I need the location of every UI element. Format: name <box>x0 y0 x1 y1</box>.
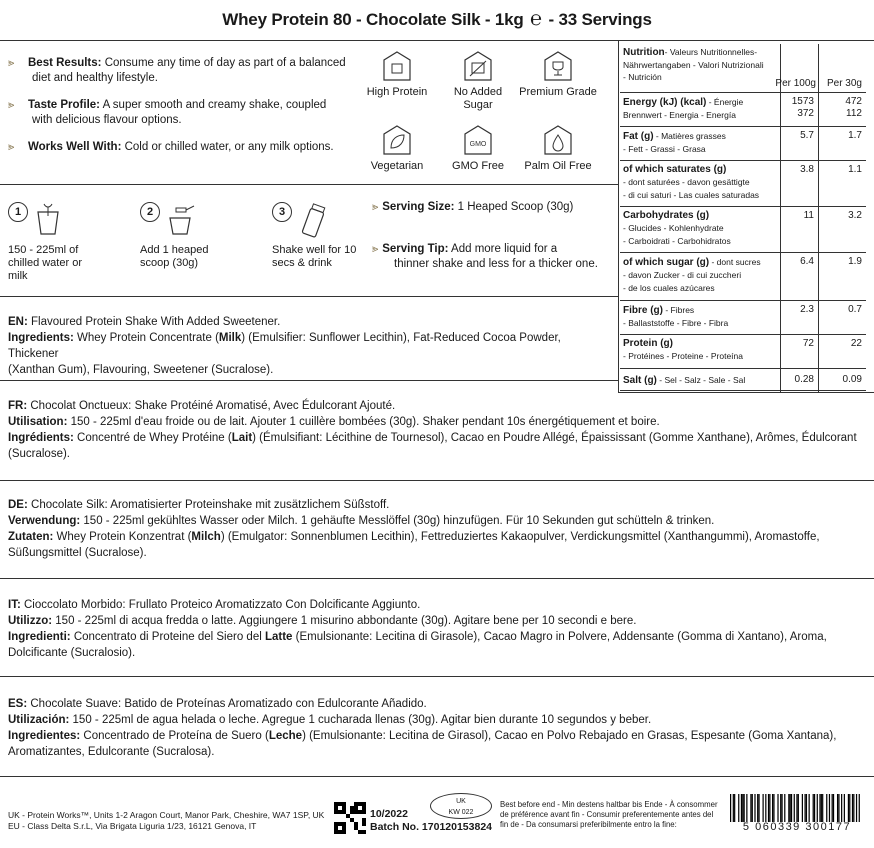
manufacturer-address: UK - Protein Works™, Units 1-2 Aragon Court, Manor Park, Cheshire, WA7 1SP, UK EU - Class Delta S.r.L, Via Brigata Liguria 1/23, 16121 Genova, IT <box>8 810 325 831</box>
serving-tip: ⪢ Serving Tip: Add more liquid for a thinner shake and less for a thicker one. <box>372 243 598 270</box>
nutrition-row-rule <box>620 300 866 301</box>
feature-palm-oil-free: Palm Oil Free <box>508 124 608 173</box>
nutrition-row-energy: Energy (kJ) (kcal) - Énergie Brennwert - Energia - Energía 1573 372 472 112 <box>623 96 862 120</box>
estimated-sign: ℮ <box>530 6 542 30</box>
section-rule <box>0 480 874 481</box>
svg-text:GMO: GMO <box>469 141 487 148</box>
double-chevron-icon: ⪢ <box>372 243 379 255</box>
lang-section-de: DE: Chocolate Silk: Aromatisierter Proteinshake mit zusätzlichem Süßstoff. Verwendung: 150 - 225ml gekühltes Wasser oder Milch. 1 gehäufte Messlöffel (30g) hinzufügen. Für 10 Sekunden gut schütteln & trinken. Zutaten: Whey Protein Konzentrat (Milch) (Emulgator: Sonnenblumen Lecithin), Fettreduziertes Kakaopulver, Verdickungsmittel (Xanthangummi), Aromastoffe, Süßungsmittel (Sucralose). <box>8 499 820 559</box>
feature-high-protein: High Protein <box>347 50 447 99</box>
nutrition-left-rule <box>618 40 619 392</box>
no-added-sugar-icon <box>463 50 493 82</box>
qr-code <box>334 802 366 834</box>
nutrition-table <box>620 44 866 392</box>
nutrition-row-rule <box>620 92 866 93</box>
bullet-taste-profile: ⪢ Taste Profile: A super smooth and creamy shake, coupled with delicious flavour options. <box>8 99 327 126</box>
section-rule <box>0 380 618 381</box>
section-rule <box>618 392 874 393</box>
bullet-best-results: ⪢ Best Results: Consume any time of day as part of a balanced diet and healthy lifestyle. <box>8 57 346 84</box>
nutrition-row-rule <box>620 334 866 335</box>
section-rule <box>0 578 874 579</box>
high-protein-icon <box>382 50 412 82</box>
double-chevron-icon: ⪢ <box>8 99 15 111</box>
palm-oil-free-icon <box>543 124 573 156</box>
water-glass-icon <box>32 202 64 236</box>
bullet-works-well-with: ⪢ Works Well With: Cold or chilled water, or any milk options. <box>8 141 334 153</box>
best-before-text: Best before end - Min destens haltbar bis Ende - À consommer de préférence avant fin - Consumir preferentemente antes del fin de - Da consumarsi preferibilmente entro la fine: <box>500 800 718 829</box>
step-number: 1 <box>8 202 28 222</box>
nutrition-row-protein: Protein (g) - Protéines - Proteine - Proteína 72 22 <box>623 338 862 361</box>
gmo-free-icon <box>463 124 493 156</box>
barcode-number: 5 060339 300177 <box>730 822 864 833</box>
col-per-30g: Per 30g <box>826 78 862 89</box>
serving-size: ⪢ Serving Size: 1 Heaped Scoop (30g) <box>372 201 574 213</box>
double-chevron-icon: ⪢ <box>8 57 15 69</box>
step-number: 2 <box>140 202 160 222</box>
nutrition-row-salt: Salt (g) - Sel - Salz - Sale - Sal 0.28 0.09 <box>623 374 862 386</box>
nutrition-row-fibre: Fibre (g) - Fibres - Ballaststoffe - Fibre - Fibra 2.3 0.7 <box>623 304 862 328</box>
nutrition-row-rule <box>620 206 866 207</box>
nutrition-row-carbohydrates: Carbohydrates (g) - Glucides - Kohlenhydrate - Carboidrati - Carbohidratos 11 3.2 <box>623 210 862 246</box>
double-chevron-icon: ⪢ <box>372 201 379 213</box>
product-title: Whey Protein 80 - Chocolate Silk - 1kg ℮ - 33 Servings <box>222 6 652 30</box>
nutrition-row-rule <box>620 252 866 253</box>
nutrition-row-saturates: of which saturates (g) - dont saturées - davon gesättigte - di cui saturi - Las cuales saturadas 3.8 1.1 <box>623 164 862 200</box>
premium-grade-icon <box>543 50 573 82</box>
lang-section-it: IT: Cioccolato Morbido: Frullato Proteico Aromatizzato Con Dolcificante Aggiunto. Utilizzo: 150 - 225ml di acqua fredda o latte. Aggiungere 1 misurino abbondante (30g). Agitare bene per 10 secondi e bere. Ingredienti: Concentrato di Proteine del Siero del Latte (Emulsionante: Lecitina di Girasole), Cacao Magro in Polvere, Addensante (Gomma di Xantano), Aroma, Dolcificante (Sucralosio). <box>8 599 827 659</box>
step-1: 1 150 - 225ml of chilled water or milk <box>8 202 128 292</box>
section-rule <box>0 676 874 677</box>
nutrition-row-rule <box>620 368 866 369</box>
uk-approval-mark: UK KW 022 <box>430 793 492 819</box>
step-number: 3 <box>272 202 292 222</box>
nutrition-bottom-rule <box>620 390 866 391</box>
col-per-100g: Per 100g <box>775 78 816 89</box>
vegetarian-icon <box>382 124 412 156</box>
feature-vegetarian: Vegetarian <box>347 124 447 173</box>
shaker-icon <box>296 202 332 238</box>
nutrition-row-sugar: of which sugar (g) - dont sucres - davon Zucker - di cui zuccheri - de los cuales azúcares 6.4 1.9 <box>623 256 862 293</box>
steps-bottom-rule <box>0 296 618 297</box>
feature-no-added-sugar: No Added Sugar <box>428 50 528 112</box>
feature-premium-grade: Premium Grade <box>508 50 608 99</box>
nutrition-header: Nutrition- Valeurs Nutritionnelles- Nährwertangaben - Valori Nutrizionali - Nutrición Per 100g Per 30g <box>623 47 862 89</box>
scoop-icon <box>164 202 196 236</box>
step-2: 2 Add 1 heaped scoop (30g) <box>140 202 260 292</box>
step-3: 3 Shake well for 10 secs & drink <box>272 202 392 292</box>
lang-section-en: EN: Flavoured Protein Shake With Added Sweetener. Ingredients: Whey Protein Concentrate (Milk) (Emulsifier: Sunflower Lecithin), Fat-Reduced Cocoa Powder, Thickener (Xanthan Gum), Flavouring, Sweetener (Sucralose). <box>8 316 561 376</box>
nutrition-row-fat: Fat (g) - Matières grasses - Fett - Grassi - Grasa 5.7 1.7 <box>623 130 862 154</box>
feature-gmo-free: GMO GMO Free <box>428 124 528 173</box>
top-rule <box>0 40 874 41</box>
lang-section-es: ES: Chocolate Suave: Batido de Proteínas Aromatizado con Edulcorante Añadido. Utilización: 150 - 225ml de agua helada o leche. Agregue 1 cucharada llenas (30g). Agitar bien durante 10 segundos y beber. Ingredientes: Concentrado de Proteína de Suero (Leche) (Emulsionante: Lecitina de Girasol), Cacao en Polvo Rebajado en Grasas, Espesante (Goma Xantana), Aromatizantes, Edulcorante (Sucralosa). <box>8 698 837 758</box>
nutrition-row-rule <box>620 126 866 127</box>
double-chevron-icon: ⪢ <box>8 141 15 153</box>
lang-section-fr: FR: Chocolat Onctueux: Shake Protéiné Aromatisé, Avec Édulcorant Ajouté. Utilisation: 150 - 225ml d'eau froide ou de lait. Ajouter 1 cuillère bombées (30g). Shaker pendant 10s énergétiquement et boire. Ingrédients: Concentré de Whey Protéine (Lait) (Émulsifiant: Lécithine de Tournesol), Cacao en Poudre Allégé, Épaississant (Gomme Xanthane), Arômes, Édulcorant (Sucralose). <box>8 400 857 460</box>
nutrition-row-rule <box>620 160 866 161</box>
section-rule <box>0 776 874 777</box>
mid-rule <box>0 184 618 185</box>
batch-info: 10/2022 Batch No. 170120153824 <box>370 808 492 833</box>
